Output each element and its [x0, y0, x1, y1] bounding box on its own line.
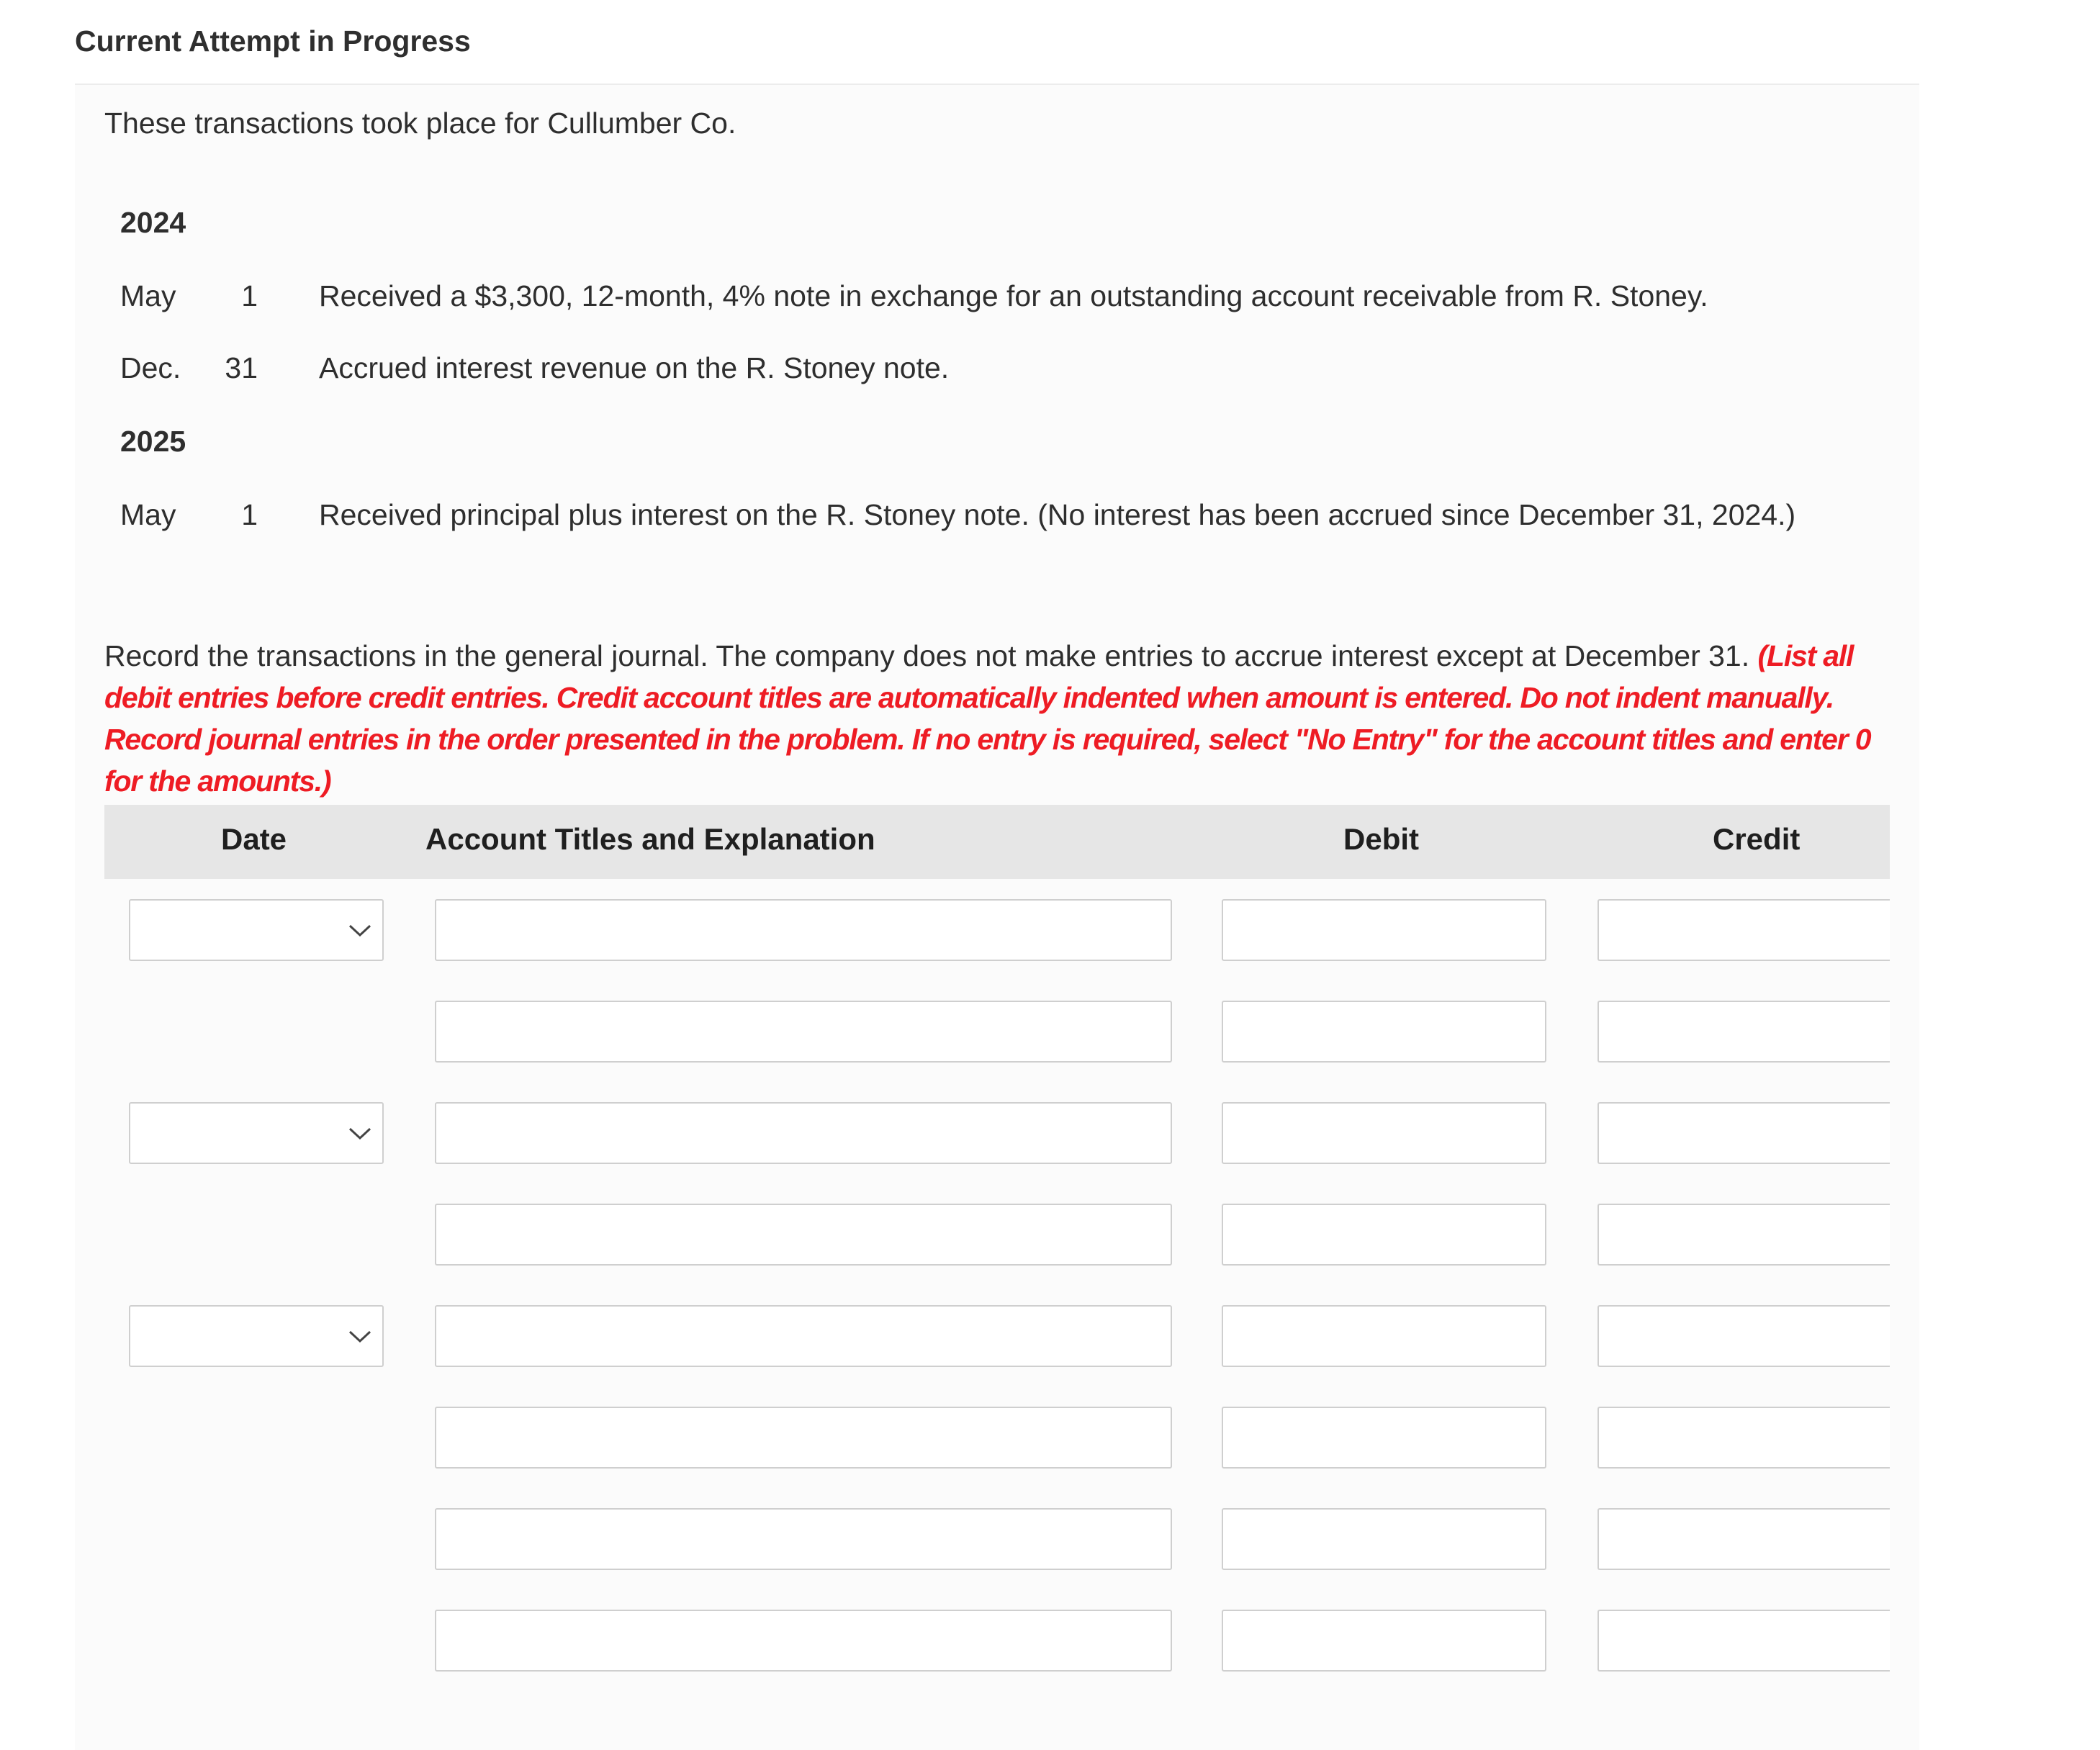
page-title: Current Attempt in Progress [75, 24, 471, 58]
account-title-input[interactable] [435, 1508, 1172, 1570]
credit-input[interactable] [1597, 1305, 1890, 1367]
account-title-input[interactable] [435, 1305, 1172, 1367]
account-title-input[interactable] [435, 1407, 1172, 1469]
transaction-month: May [120, 498, 176, 531]
chevron-down-icon [346, 921, 374, 939]
column-header-credit: Credit [1713, 822, 1801, 856]
debit-input[interactable] [1222, 1204, 1546, 1266]
column-header-date: Date [221, 822, 287, 856]
credit-input[interactable] [1597, 1508, 1890, 1570]
transaction-description: Accrued interest revenue on the R. Stoney note. [319, 351, 950, 384]
transaction-month: May [120, 279, 176, 312]
credit-input[interactable] [1597, 899, 1890, 961]
instructions-text: Record the transactions in the general journal. The company does not make entries to accrue interest except at December 31. [104, 639, 1758, 672]
column-header-debit: Debit [1343, 822, 1419, 856]
chevron-down-icon [346, 1124, 374, 1142]
year-label: 2025 [120, 425, 186, 458]
instructions-note: (List all debit entries before credit entries. Credit account titles are automatically indented when amount is entered. Do not indent manually. Record journal entries in the order presented in the problem. If no entry is required, select "No Entry" for the account titles and enter 0 for the amounts.) [104, 639, 1871, 798]
credit-input[interactable] [1597, 1204, 1890, 1266]
credit-input[interactable] [1597, 1610, 1890, 1672]
transaction-day: 1 [241, 498, 258, 531]
debit-input[interactable] [1222, 1407, 1546, 1469]
debit-input[interactable] [1222, 1001, 1546, 1063]
year-label: 2024 [120, 206, 186, 239]
debit-input[interactable] [1222, 1305, 1546, 1367]
date-select[interactable] [129, 1305, 384, 1367]
debit-input[interactable] [1222, 1102, 1546, 1164]
date-select[interactable] [129, 1102, 384, 1164]
debit-input[interactable] [1222, 1508, 1546, 1570]
credit-input[interactable] [1597, 1407, 1890, 1469]
transaction-description: Received principal plus interest on the R. Stoney note. (No interest has been accrued since December 31, 2024.) [319, 498, 1796, 531]
transaction-day: 1 [241, 279, 258, 312]
account-title-input[interactable] [435, 1610, 1172, 1672]
account-title-input[interactable] [435, 1204, 1172, 1266]
debit-input[interactable] [1222, 1610, 1546, 1672]
journal-header [104, 805, 1890, 879]
transaction-month: Dec. [120, 351, 181, 384]
instructions [104, 635, 1890, 802]
problem-intro: These transactions took place for Cullumber Co. [104, 107, 736, 140]
debit-input[interactable] [1222, 899, 1546, 961]
account-title-input[interactable] [435, 1001, 1172, 1063]
date-select[interactable] [129, 899, 384, 961]
chevron-down-icon [346, 1327, 374, 1345]
transaction-day: 31 [225, 351, 258, 384]
column-header-account: Account Titles and Explanation [425, 822, 875, 856]
account-title-input[interactable] [435, 1102, 1172, 1164]
account-title-input[interactable] [435, 899, 1172, 961]
credit-input[interactable] [1597, 1001, 1890, 1063]
credit-input[interactable] [1597, 1102, 1890, 1164]
transaction-description: Received a $3,300, 12-month, 4% note in exchange for an outstanding account receivable from R. Stoney. [319, 279, 1708, 312]
